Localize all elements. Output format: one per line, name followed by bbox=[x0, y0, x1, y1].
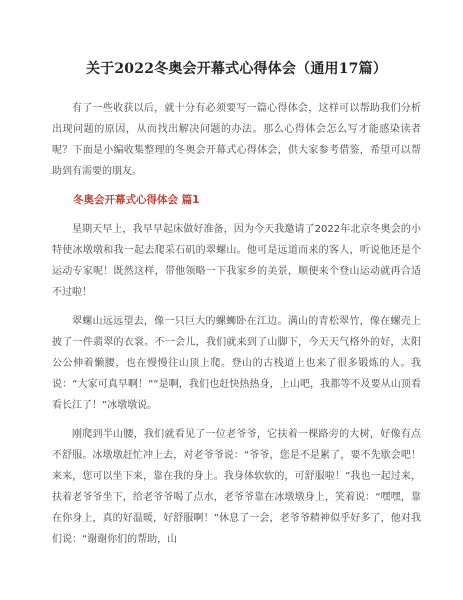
body-paragraph-2: 翠螺山远远望去，像一只巨大的螺蛳卧在江边。满山的青松翠竹，像在螺壳上披了一件翡翠的衣裳。不一会儿，我们就来到了山脚下，今天天气格外的好，太阳公公伸着懒腰，也在慢慢往山顶上爬。登山的古栈道上也来了很多锻炼的人。我说：“大家可真早啊！”“是啊，我们也赶快热热身，上山吧，我都等不及要从山顶看看长江了！”冰墩墩说。 bbox=[52, 316, 421, 411]
document-title: 关于2022冬奥会开幕式心得体会（通用17篇） bbox=[85, 61, 388, 77]
body-paragraph-1: 星期天早上，我早早起床做好准备，因为今天我邀请了2022年北京冬奥会的小特使冰墩墩和我一起去爬采石矶的翠螺山。他可是远道而来的客人，听说他还是个运动专家呢！既然这样，带他领略一下我家乡的美景，顺便来个登山运动就再合适不过啦！ bbox=[52, 224, 421, 298]
intro-paragraph: 有了一些收获以后，就十分有必须要写一篇心得体会，这样可以帮助我们分析出现问题的原因，从而找出解决问题的办法。那么心得体会怎么写才能感染读者呢？下面是小编收集整理的冬奥会开幕式心得体会，供大家参考借鉴，希望可以帮助到有需要的朋友。 bbox=[52, 103, 421, 177]
body-paragraph-3: 刚爬到半山腰，我们就看见了一位老爷爷，它扶着一棵路旁的大树，好像有点不舒服。冰墩墩赶忙冲上去，对老爷爷说：“爷爷，您是不是累了，要不先歇会吧！来来，您可以坐下来，靠在我的身上。我身体软软的，可舒服啦！”我也一起过来，扶着老爷爷坐下，给老爷爷喝了点水，老爷爷靠在冰墩墩身上，笑着说：“嘿嘿，靠在你身上，真的好温暖，好舒服啊！”休息了一会，老爷爷精神似乎好多了，他对我们说：“谢谢你们的帮助，山 bbox=[52, 429, 421, 545]
section-heading: 冬奥会开幕式心得体会 篇1 bbox=[73, 194, 200, 206]
